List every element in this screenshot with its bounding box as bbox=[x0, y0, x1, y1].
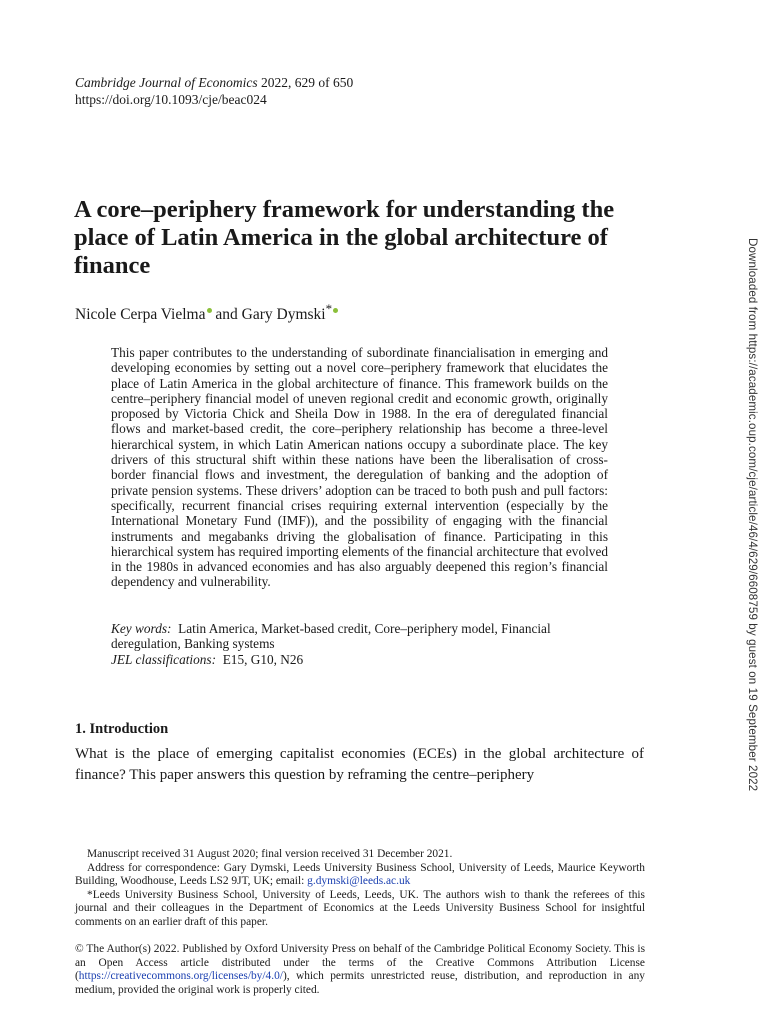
section-heading: 1. Introduction bbox=[75, 721, 169, 737]
author-name[interactable]: Nicole Cerpa Vielma bbox=[75, 306, 206, 324]
journal-citation: 2022, 629 of 650 bbox=[260, 75, 354, 90]
keywords-block bbox=[111, 621, 608, 667]
author-list bbox=[75, 300, 338, 324]
journal-doi[interactable]: https://doi.org/10.1093/cje/beac024 bbox=[75, 92, 267, 107]
author-name[interactable]: Gary Dymski bbox=[241, 306, 326, 324]
keywords-label: Key words: bbox=[111, 621, 172, 636]
journal-header bbox=[75, 74, 353, 108]
jel-line bbox=[111, 652, 608, 667]
license-text-after: ), which permits unrestricted reuse, distribution, and reproduction in any medium, provided the original work is properly cited. bbox=[75, 970, 645, 996]
keywords-text: Latin America, Market-based credit, Core–periphery model, Financial deregulation, Banking systems bbox=[111, 621, 551, 652]
orcid-icon[interactable] bbox=[333, 308, 338, 313]
journal-name: Cambridge Journal of Economics bbox=[75, 75, 258, 90]
article-title: A core–periphery framework for understanding the place of Latin America in the global architecture of finance bbox=[74, 196, 615, 279]
journal-citation-line bbox=[75, 74, 353, 91]
footnote-address bbox=[75, 862, 645, 889]
license-link[interactable]: https://creativecommons.org/licenses/by/4.0/ bbox=[78, 970, 283, 983]
keywords-line bbox=[111, 621, 608, 652]
abstract: This paper contributes to the understanding of subordinate financialisation in emerging and developing economies by setting out a novel core–periphery framework that elucidates the place of Latin America in the global architecture of finance. This framework builds on the centre–periphery financial model of uneven regional credit and economic growth, originally proposed by Victoria Chick and Sheila Dow in 1988. In the era of deregulated financial flows and market-based credit, the core–periphery relationship has become a three-level hierarchical system, in which Latin American nations occupy a subordinate place. The key drivers of this structural shift within these nations have been the liberalisation of cross-border financial flows and investment, the deregulation of banking and the adoption of private pension systems. These drivers’ adoption can be traced to both push and pull factors: specifically, recurrent financial crises requiring external intervention (especially by the International Monetary Fund (IMF)), and the possibility of engaging with the financial instruments and megabanks driving the globalisation of finance. Participating in this hierarchical system has required importing elements of the financial architecture that evolved in the 1980s in advanced economies and has also arguably deepened this region’s financial dependency and vulnerability. bbox=[111, 345, 608, 590]
download-watermark: Downloaded from https://academic.oup.com/cje/article/46/4/629/6608759 by guest on 19 September 2022 bbox=[746, 238, 759, 792]
affiliation-star: * bbox=[325, 301, 333, 316]
jel-codes: E15, G10, N26 bbox=[222, 651, 304, 667]
intro-paragraph: What is the place of emerging capitalist economies (ECEs) in the global architecture of finance? This paper answers this question by reframing the centre–periphery bbox=[75, 746, 644, 783]
orcid-icon[interactable] bbox=[207, 308, 212, 313]
footnote-received: Manuscript received 31 August 2020; final version received 31 December 2021. bbox=[87, 848, 453, 860]
author-conjunction: and bbox=[215, 306, 238, 324]
footnote-affiliation: *Leeds University Business School, University of Leeds, Leeds, UK. The authors wish to thank the referees of this journal and their colleagues in the Department of Economics at the Leeds University Business School for insightful comments on an earlier draft of this paper. bbox=[75, 888, 645, 928]
footnotes bbox=[75, 848, 645, 930]
footnote-address-text: Address for correspondence: Gary Dymski, Leeds University Business School, University of Leeds, Maurice Keyworth Building, Woodhouse, Leeds LS2 9JT, UK; email: bbox=[75, 861, 645, 888]
email-link[interactable]: g.dymski@leeds.ac.uk bbox=[307, 875, 411, 888]
license-text-before: © The Author(s) 2022. Published by Oxford University Press on behalf of the Cambridge Political Economy Society. This is an Open Access article distributed under the terms of the Creative Commons Attribution License ( bbox=[75, 943, 645, 983]
jel-label: JEL classifications: bbox=[111, 651, 217, 667]
license-notice bbox=[75, 943, 645, 997]
